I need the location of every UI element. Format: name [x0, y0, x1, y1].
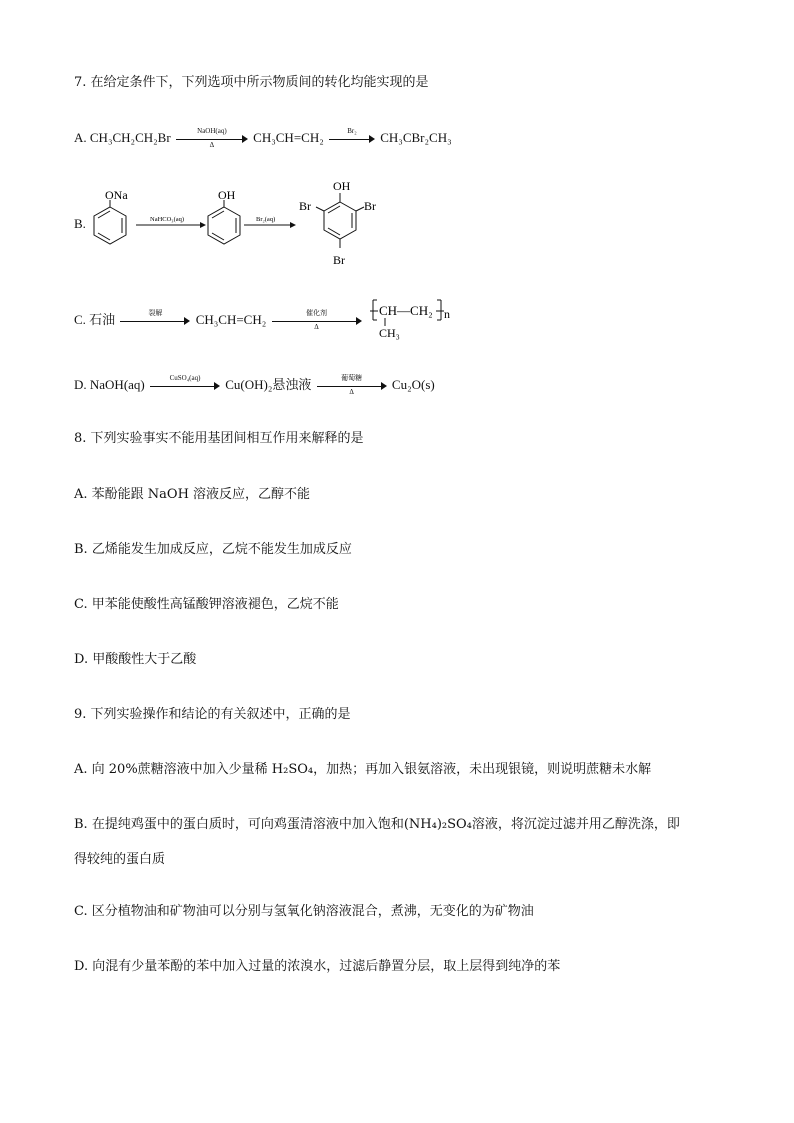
q7d-arrow-2: [317, 374, 387, 397]
q7b-reaction-svg: [88, 172, 388, 272]
q7a-arrow1-condition: NaOH(aq): [197, 127, 227, 136]
q7c-arrow1-condition: 裂解: [148, 309, 163, 318]
q7b-sub2: OH: [218, 188, 236, 202]
q8-stem: 8. 下列实验事实不能用基团间相互作用来解释的是: [74, 431, 364, 446]
q7c-arrow2-heat: Δ: [314, 323, 319, 332]
q9-option-d: D. 向混有少量苯酚的苯中加入过量的浓溴水，过滤后静置分层，取上层得到纯净的苯: [74, 959, 561, 974]
q7b-arrow2-condition: Br₂(aq): [256, 216, 276, 223]
q7b-sub3-br3: Br: [333, 253, 345, 267]
q7a-label: A.: [74, 130, 87, 145]
q7-option-c: [74, 309, 364, 332]
q7d-arrow2-heat: Δ: [349, 388, 354, 397]
q7-option-a: [74, 127, 452, 150]
q7a-arrow2-condition: Br₂: [347, 127, 357, 136]
q7a-product-2: CH₃CBr₂CH₃: [380, 130, 452, 145]
q8-option-b: B. 乙烯能发生加成反应，乙烷不能发生加成反应: [74, 542, 352, 557]
q8-option-c: C. 甲苯能使酸性高锰酸钾溶液褪色，乙烷不能: [74, 597, 339, 612]
q7d-label: D.: [74, 377, 87, 392]
q7d-product-1: Cu(OH)₂悬浊液: [225, 377, 312, 392]
q7c-arrow-1: [120, 309, 190, 328]
benzene-ring-1: [94, 200, 126, 244]
q7c-product-1: CH₃CH=CH₂: [195, 312, 267, 327]
q7-option-d: [74, 374, 435, 397]
benzene-ring-3: [316, 193, 364, 248]
benzene-ring-2: [208, 200, 240, 244]
q7c-polymer-main: CH—CH₂: [379, 303, 433, 318]
q7d-product-2: Cu₂O(s): [391, 377, 435, 392]
q7c-arrow-2: [272, 309, 362, 332]
q9-option-b-line2: 得较纯的蛋白质: [74, 852, 166, 867]
q7-stem: 7. 在给定条件下，下列选项中所示物质间的转化均能实现的是: [74, 75, 429, 90]
q7d-reactant: NaOH(aq): [89, 377, 145, 392]
q7c-arrow2-condition: 催化剂: [306, 309, 328, 318]
q7d-arrow2-condition: 葡萄糖: [341, 374, 363, 383]
q7a-arrow-2: [329, 127, 375, 146]
q7b-sub3-br1: Br: [299, 199, 311, 213]
q9-option-a: A. 向 20%蔗糖溶液中加入少量稀 H₂SO₄，加热；再加入银氨溶液，未出现银镜，则说明蔗糖未水解: [74, 762, 652, 777]
q7b-arrow1-condition: NaHCO₃(aq): [150, 216, 185, 223]
q7b-sub1: ONa: [105, 188, 128, 202]
q8-option-a: A. 苯酚能跟 NaOH 溶液反应，乙醇不能: [74, 487, 311, 502]
q9-option-c: C. 区分植物油和矿物油可以分别与氢氧化钠溶液混合，煮沸，无变化的为矿物油: [74, 904, 534, 919]
q9-stem: 9. 下列实验操作和结论的有关叙述中，正确的是: [74, 707, 351, 722]
q7b-sub3-br2: Br: [364, 199, 376, 213]
q7b-label: B.: [74, 216, 86, 231]
q7d-arrow1-condition: CuSO₄(aq): [169, 374, 201, 383]
q7c-polymer-n: n: [444, 307, 450, 321]
q7b-sub3-oh: OH: [333, 179, 351, 193]
q7a-reactant: CH₃CH₂CH₂Br: [89, 130, 171, 145]
q7c-polymer-svg: [368, 296, 468, 342]
q7a-product-1: CH₃CH=CH₂: [253, 130, 324, 145]
q9-option-b-line1: B. 在提纯鸡蛋中的蛋白质时，可向鸡蛋清溶液中加入饱和(NH₄)₂SO₄溶液，将沉淀过滤并用乙醇洗涤，即: [74, 817, 680, 832]
q7a-arrow1-heat: Δ: [209, 141, 215, 150]
q7c-label: C.: [74, 312, 86, 327]
q7d-arrow-1: [150, 374, 220, 393]
q7c-polymer-side: CH₃: [379, 326, 400, 340]
q8-option-d: D. 甲酸酸性大于乙酸: [74, 652, 197, 667]
q7c-reactant: 石油: [89, 312, 116, 327]
q7a-arrow-1: [176, 127, 248, 150]
